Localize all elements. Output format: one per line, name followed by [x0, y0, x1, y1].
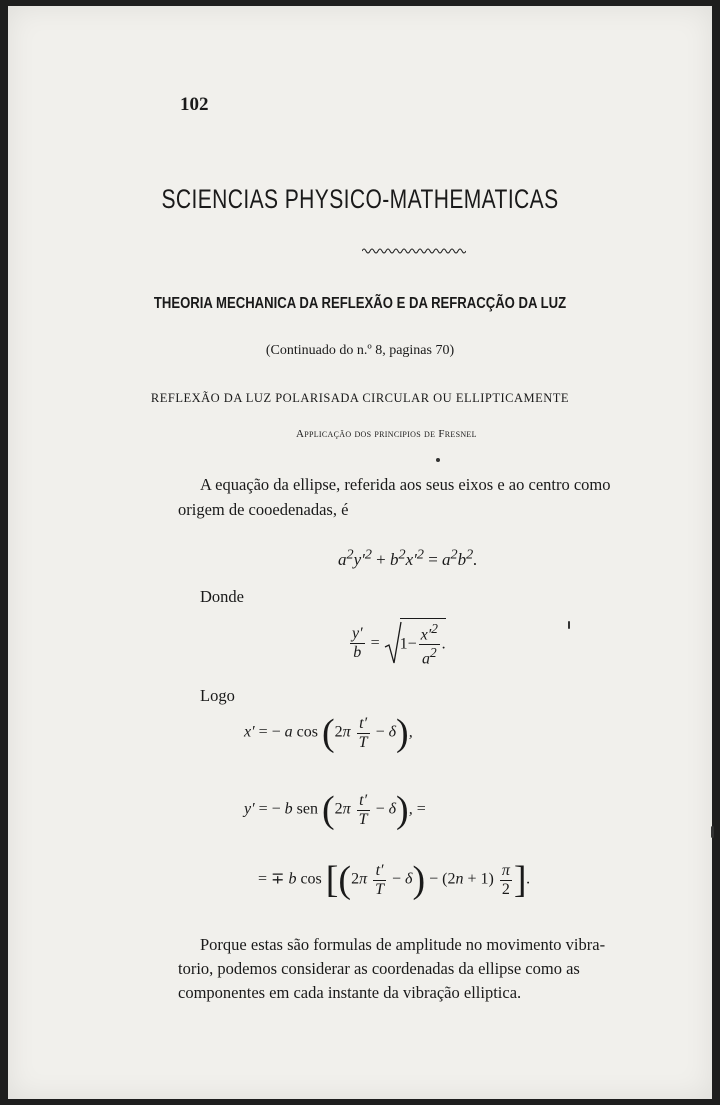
- application-note-text: Applicação dos principios de Fresnel: [296, 428, 477, 440]
- ink-speck: [436, 458, 440, 462]
- document-page: [8, 6, 712, 1099]
- equation-x-prime: x′ = − a cos (2π $\frac{t'}{T}$ − δ),: [244, 712, 413, 754]
- paragraph2-line1: Porque estas são formulas de amplitude no movimento vibra-: [200, 935, 606, 954]
- donde-label: Donde: [200, 587, 244, 606]
- paragraph1-line1: A equação da ellipse, referida aos seus eixos e ao centro como: [200, 475, 611, 494]
- ink-speck: [711, 826, 714, 838]
- subtitle: REFLEXÃO DA LUZ POLARISADA CIRCULAR OU ELLIPTICAMENTE: [150, 391, 570, 405]
- continued-note: (Continuado do n.º 8, paginas 70): [265, 343, 455, 358]
- paragraph1-line2: origem de cooedenadas, é: [178, 500, 349, 519]
- page-number: 102: [180, 94, 209, 115]
- paragraph2-line3: componentes em cada instante da vibração elliptica.: [178, 983, 522, 1002]
- equation-y-prime: y′ = − b sen (2π $\frac{t'}{T}$ − δ), =: [244, 789, 426, 831]
- equation-ellipse: [338, 546, 477, 570]
- article-title: THEORIA MECHANICA DA REFLEXÃO E DA REFRACÇÃO DA LUZ: [153, 295, 567, 312]
- paragraph2-line2: torio, podemos considerar as coordenadas da ellipse como as: [178, 959, 580, 978]
- decorative-rule: [362, 246, 466, 256]
- ink-speck: [568, 621, 570, 629]
- eq1-label: $a^2y'^2 + b^2x'^2 = a^2b^2$.: [338, 546, 478, 569]
- section-title: SCIENCIAS PHYSICO-MATHEMATICAS: [161, 184, 559, 214]
- equation-ratio: $\frac{y'}{b}$ = 1− $\frac{x'^2}{a^2}$ .: [348, 618, 498, 678]
- equation-y-prime-cos: = ∓ b cos [(2π $\frac{t'}{T}$ − δ) − (2n + 1) $\frac{\pi}{2}$ ].: [258, 859, 531, 901]
- application-note: [296, 428, 477, 440]
- logo-label: Logo: [200, 686, 235, 705]
